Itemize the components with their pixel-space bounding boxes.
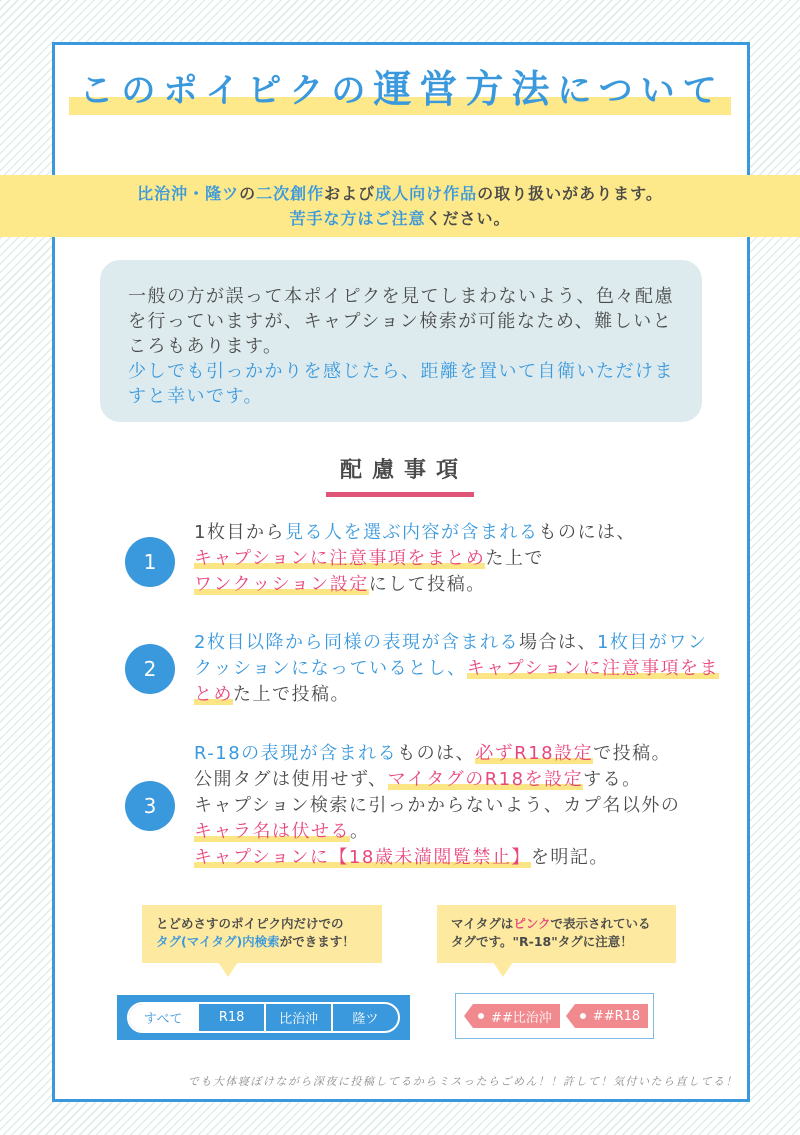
item-text-part: 2枚目以降から同様の表現が含まれる (194, 632, 519, 653)
tab-hijioki[interactable]: 比治沖 (264, 1004, 331, 1031)
item-text-part: にして投稿。 (368, 574, 486, 595)
mytag-chip[interactable] (575, 1004, 648, 1028)
banner-text: 成人向け作品 (375, 184, 478, 203)
tag-filter-bar (117, 995, 410, 1040)
banner-text: 苦手な方はご注意 (289, 209, 426, 228)
speech-bubble-mytag (437, 905, 676, 963)
section-title: 配慮事項 (326, 453, 474, 497)
item-text-part: 公開タグは使用せず、 (194, 769, 388, 790)
banner-text: ください。 (425, 209, 511, 228)
bubble-text: タグ(マイタグ)内検索 (156, 934, 280, 949)
title-part: の (331, 71, 374, 111)
item-text-part: 。 (350, 821, 370, 842)
item-number-badge: 2 (125, 644, 175, 694)
mytag-sample-box (455, 993, 654, 1039)
tab-all[interactable]: すべて (129, 1004, 197, 1031)
item-text-part: 必ずR18設定 (475, 743, 594, 764)
title-part: 運営方法 (373, 67, 558, 111)
item-text (194, 741, 724, 871)
item-text-part: キャプションに注意事項をまとめ (194, 658, 720, 705)
tag-label: ##R18 (592, 1008, 641, 1024)
title-part: この (79, 71, 164, 111)
bubble-line-2 (156, 933, 368, 951)
tag-hole-icon (478, 1013, 484, 1019)
item-text-part: 場合は、 (518, 632, 597, 653)
item-text-part: で投稿。 (593, 743, 672, 764)
section-title-wrap (0, 453, 800, 497)
item-text-part: キャプション検索に引っかからないよう、カプ名以外の (194, 795, 681, 816)
bubble-text: タグです。"R-18"タグに注意！ (451, 934, 633, 949)
item-text (194, 630, 724, 708)
page-title-wrap (0, 58, 800, 115)
footnote: でも大体寝ぼけながら深夜に投稿してるからミスったらごめん！！許して！気付いたら直してる！ (187, 1075, 738, 1088)
banner-text: の取り扱いがあります。 (477, 184, 663, 203)
item-text-part: た上で投稿。 (233, 684, 350, 705)
banner-line-2 (0, 206, 800, 231)
title-part: ポイピク (163, 71, 332, 111)
item-text-part: キャプションに注意事項をまとめ (194, 548, 486, 569)
tag-label: ##比治沖 (491, 1010, 552, 1026)
item-text-part: キャラ名は伏せる (194, 821, 350, 842)
banner-text: 比治沖・隆ツ (137, 184, 240, 203)
item-text-part: R-18の表現が含まれる (194, 743, 398, 764)
item-text-part: マイタグのR18を設定 (387, 769, 584, 790)
bubble-line-1 (451, 915, 662, 933)
mytag-chip[interactable] (473, 1004, 560, 1028)
tab-takatsu[interactable]: 隆ツ (331, 1004, 398, 1031)
item-text-part: ものは、 (397, 743, 476, 764)
info-box (100, 260, 702, 422)
item-text-part: た上で (485, 548, 544, 569)
item-text-part: する。 (583, 769, 642, 790)
item-text-part: キャプションに【18歳未満閲覧禁止】 (194, 847, 531, 868)
tag-hole-icon (580, 1013, 586, 1019)
item-text-part: 1枚目から (194, 522, 285, 543)
item-number-badge: 3 (125, 781, 175, 831)
title-part: について (557, 71, 725, 111)
item-text-part: ものには、 (538, 522, 636, 543)
banner-text: および (324, 184, 376, 203)
tab-r18[interactable]: R18 (197, 1004, 264, 1031)
bubble-text: ピンク (513, 916, 551, 931)
item-text-part: 見る人を選ぶ内容が含まれる (284, 522, 539, 543)
banner-text: の (239, 184, 257, 203)
banner-line-1 (0, 181, 800, 206)
page-title (69, 58, 730, 115)
info-text-highlight: 少しでも引っかかりを感じたら、距離を置いて自衛いただけますと幸いです。 (128, 361, 674, 407)
item-text (194, 520, 724, 598)
item-text-part: ワンクッション設定 (194, 574, 369, 595)
info-text: 一般の方が誤って本ポイピクを見てしまわないよう、色々配慮を行っていますが、キャプション検索が可能なため、難しいところもあります。 (128, 286, 674, 357)
bubble-text: とどめさすのポイピク内だけでの (156, 916, 344, 931)
banner-text: 二次創作 (256, 184, 325, 203)
bubble-text: ができます！ (279, 934, 355, 949)
warning-banner (0, 175, 800, 237)
bubble-text: マイタグは (451, 916, 514, 931)
bubble-text: で表示されている (550, 916, 651, 931)
item-text-part: を明記。 (530, 847, 609, 868)
speech-bubble-tag-search (142, 905, 382, 963)
tag-filter-tabs (127, 1002, 400, 1033)
item-number-badge: 1 (125, 537, 175, 587)
item-text-part: 1枚目がワンクッションになっているとし、 (194, 632, 708, 679)
